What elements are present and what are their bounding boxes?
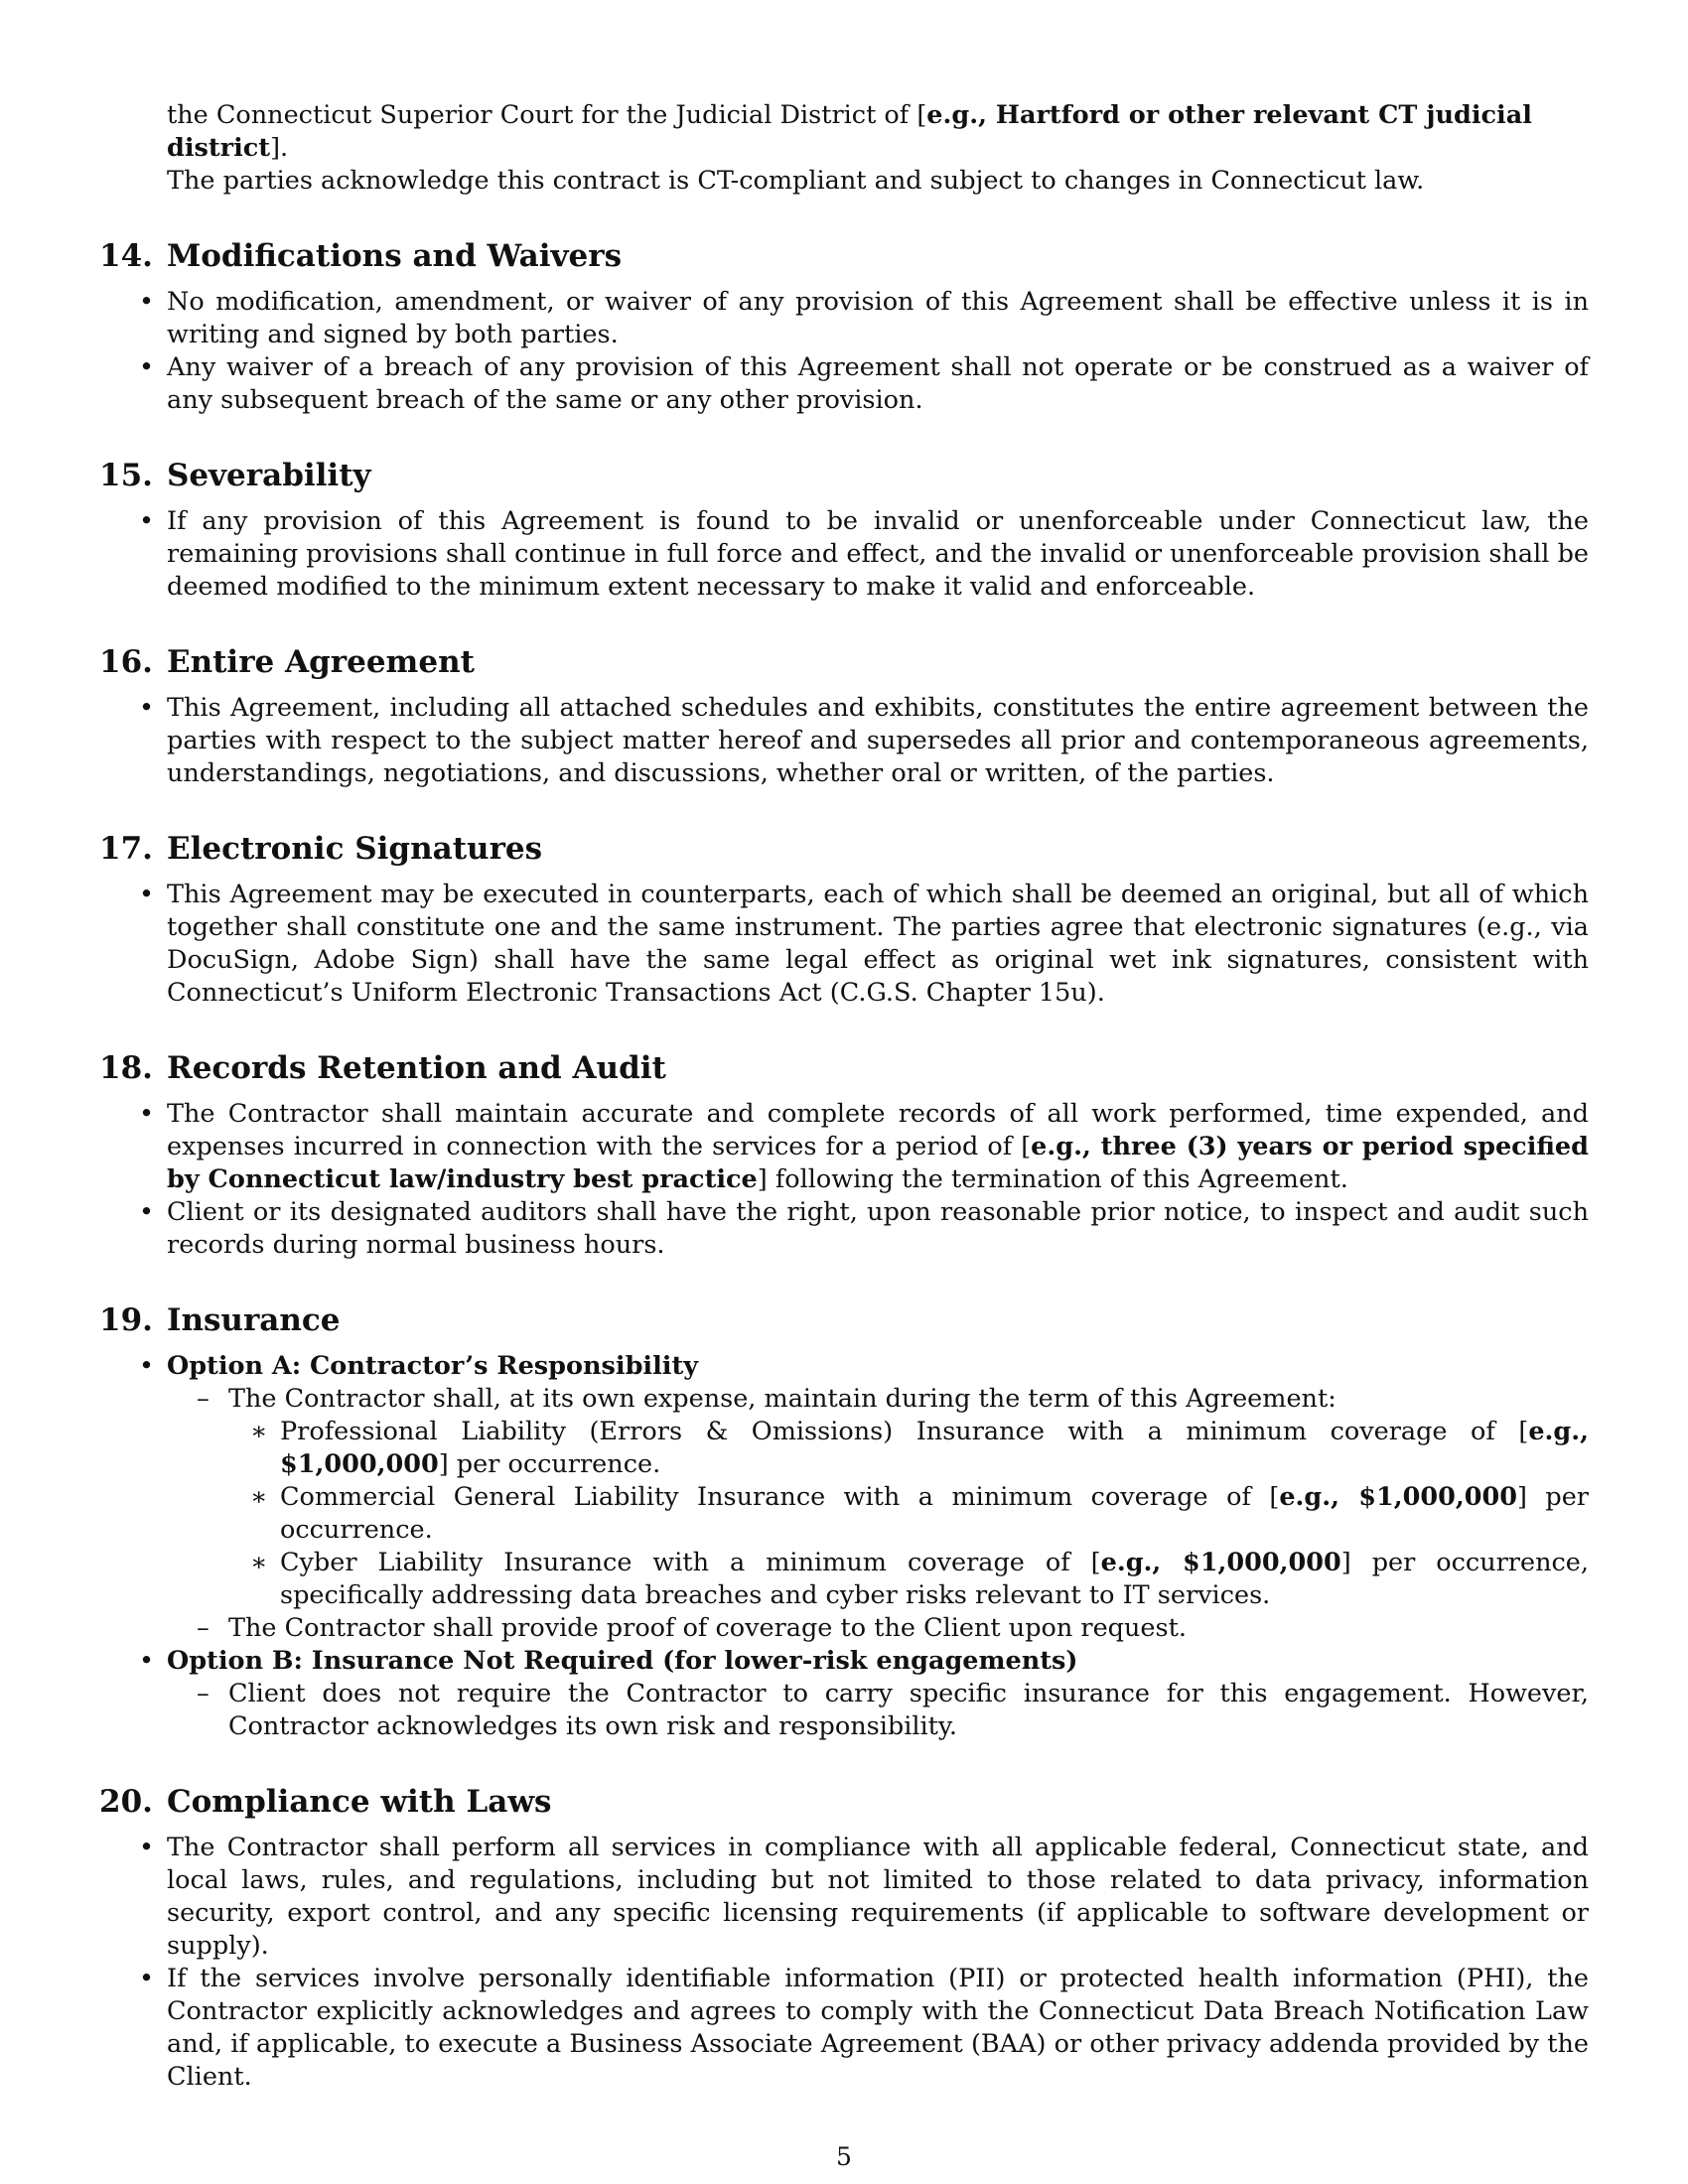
section-20 bbox=[99, 1782, 1589, 2094]
bullet-item: • This Agreement, including all attached schedules and exhibits, constitutes the entire agreement between the parties with respect to the subject matter hereof and supersedes all prior and contemporaneous agreements, understandings, negotiations, and discussions, whether oral or written, of the parties. bbox=[167, 692, 1589, 790]
section-number: 18. bbox=[99, 1050, 153, 1086]
section-number: 19. bbox=[99, 1302, 153, 1338]
star-text: ] per occurrence. bbox=[438, 1449, 661, 1479]
option-a-label: Option A: Contractor’s Responsibility bbox=[167, 1351, 699, 1381]
dash-text: The Contractor shall, at its own expense, maintain during the term of this Agreement: bbox=[228, 1384, 1336, 1414]
section-heading bbox=[99, 456, 1589, 495]
section-number: 20. bbox=[99, 1784, 153, 1820]
intro-line-1-text: the Connecticut Superior Court for the Judicial District of [ bbox=[167, 100, 927, 130]
option-a-item bbox=[167, 1350, 1589, 1645]
section-heading bbox=[99, 1048, 1589, 1088]
section-title: Compliance with Laws bbox=[166, 1784, 552, 1820]
star-text: Commercial General Liability Insurance with a minimum coverage of [ bbox=[280, 1482, 1280, 1512]
intro-line-1-end: ]. bbox=[270, 133, 289, 163]
section-number: 17. bbox=[99, 831, 153, 867]
section-title: Entire Agreement bbox=[166, 644, 475, 680]
section-18 bbox=[99, 1048, 1589, 1262]
bullet-list bbox=[99, 879, 1589, 1010]
bullet-item: • No modification, amendment, or waiver of any provision of this Agreement shall be effective unless it is in writing and signed by both parties. bbox=[167, 286, 1589, 351]
coverage-placeholder: e.g., $1,000,000 bbox=[1279, 1482, 1517, 1512]
star-text: ] per occurrence. bbox=[280, 1482, 1589, 1545]
section-number: 15. bbox=[99, 458, 153, 493]
document-body bbox=[99, 99, 1589, 2094]
bullet-item: • If any provision of this Agreement is found to be invalid or unenforceable under Connecticut law, the remaining provisions shall continue in full force and effect, and the invalid or unenforceable provision shall be deemed modified to the minimum extent necessary to make it valid and enforceable. bbox=[167, 505, 1589, 604]
section-15 bbox=[99, 456, 1589, 604]
section-number: 16. bbox=[99, 644, 153, 680]
bullet-item: • Client or its designated auditors shall have the right, upon reasonable prior notice, to inspect and audit such records during normal business hours. bbox=[167, 1196, 1589, 1262]
bullet-list bbox=[99, 1098, 1589, 1262]
coverage-placeholder: e.g., $1,000,000 bbox=[1100, 1548, 1341, 1577]
coverage-placeholder: e.g., $1,000,000 bbox=[280, 1417, 1589, 1479]
intro-line-2: The parties acknowledge this contract is CT-compliant and subject to changes in Connecticut law. bbox=[167, 166, 1425, 196]
bullet-list bbox=[99, 505, 1589, 604]
page-number: 5 bbox=[836, 2142, 852, 2171]
section-16 bbox=[99, 642, 1589, 790]
star-text: ] per occurrence, specifically addressing data breaches and cyber risks relevant to IT services. bbox=[280, 1548, 1589, 1610]
star-list bbox=[228, 1416, 1589, 1612]
dash-item bbox=[228, 1383, 1589, 1612]
retention-placeholder: e.g., three (3) years or period specified by Connecticut law/industry best practice bbox=[167, 1132, 1589, 1194]
dash-item: – Client does not require the Contractor to carry specific insurance for this engagement. However, Contractor acknowledges its own risk and responsibility. bbox=[228, 1678, 1589, 1743]
section-19 bbox=[99, 1300, 1589, 1743]
section-17 bbox=[99, 829, 1589, 1010]
bullet-item: • The Contractor shall perform all services in compliance with all applicable federal, Connecticut state, and local laws, rules, and regulations, including but not limited to those related to data privacy, information security, export control, and any specific licensing requirements (if applicable to software development or supply). bbox=[167, 1832, 1589, 1963]
section-heading bbox=[99, 1300, 1589, 1340]
intro-paragraph bbox=[167, 99, 1589, 198]
section-heading bbox=[99, 236, 1589, 276]
star-text: Cyber Liability Insurance with a minimum coverage of [ bbox=[280, 1548, 1101, 1577]
bullet-list bbox=[99, 1350, 1589, 1743]
dash-item: – The Contractor shall provide proof of coverage to the Client upon request. bbox=[228, 1612, 1589, 1645]
section-title: Insurance bbox=[166, 1302, 341, 1338]
star-text: Professional Liability (Errors & Omissions) Insurance with a minimum coverage of [ bbox=[280, 1417, 1529, 1446]
section-title: Records Retention and Audit bbox=[166, 1050, 666, 1086]
section-title: Electronic Signatures bbox=[166, 831, 543, 867]
star-item bbox=[280, 1416, 1589, 1481]
bullet-text: ] following the termination of this Agreement. bbox=[757, 1164, 1348, 1194]
section-number: 14. bbox=[99, 238, 153, 274]
section-heading bbox=[99, 829, 1589, 869]
section-title: Severability bbox=[166, 458, 371, 493]
bullet-list bbox=[99, 1832, 1589, 2094]
intro-line-1 bbox=[167, 99, 1589, 165]
star-item bbox=[280, 1481, 1589, 1547]
bullet-item: • Any waiver of a breach of any provision of this Agreement shall not operate or be construed as a waiver of any subsequent breach of the same or any other provision. bbox=[167, 351, 1589, 417]
option-b-item bbox=[167, 1645, 1589, 1743]
bullet-item bbox=[167, 1098, 1589, 1196]
intro-placeholder: e.g., Hartford or other relevant CT judicial district bbox=[167, 100, 1532, 163]
bullet-item: • If the services involve personally identifiable information (PII) or protected health information (PHI), the Contractor explicitly acknowledges and agrees to comply with the Connecticut Data Breach Notification Law and, if applicable, to execute a Business Associate Agreement (BAA) or other privacy addenda provided by the Client. bbox=[167, 1963, 1589, 2094]
bullet-item: • This Agreement may be executed in counterparts, each of which shall be deemed an original, but all of which together shall constitute one and the same instrument. The parties agree that electronic signatures (e.g., via DocuSign, Adobe Sign) shall have the same legal effect as original wet ink signatures, consistent with Connecticut’s Uniform Electronic Transactions Act (C.G.S. Chapter 15u). bbox=[167, 879, 1589, 1010]
section-title: Modifications and Waivers bbox=[166, 238, 623, 274]
section-heading bbox=[99, 642, 1589, 682]
bullet-list bbox=[99, 286, 1589, 417]
dash-list bbox=[167, 1678, 1589, 1743]
bullet-list bbox=[99, 692, 1589, 790]
bullet-text: The Contractor shall maintain accurate and complete records of all work performed, time expended, and expenses incurred in connection with the services for a period of [ bbox=[167, 1099, 1589, 1161]
option-b-label: Option B: Insurance Not Required (for lower-risk engagements) bbox=[167, 1646, 1078, 1676]
section-14 bbox=[99, 236, 1589, 417]
dash-list bbox=[167, 1383, 1589, 1645]
section-heading bbox=[99, 1782, 1589, 1822]
star-item bbox=[280, 1547, 1589, 1612]
